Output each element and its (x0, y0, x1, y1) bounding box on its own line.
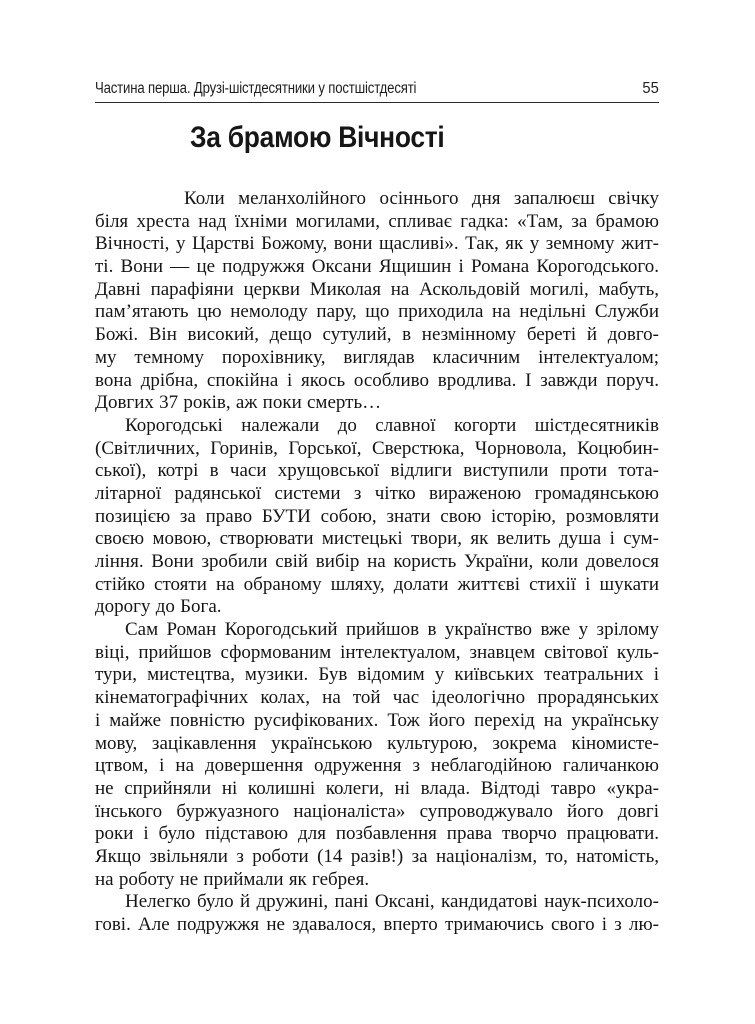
paragraph-2 (95, 415, 659, 619)
running-head (95, 80, 659, 103)
text-line: Довгих 37 років, аж поки смерть… (95, 392, 382, 414)
text-line: Нелегко було й дружині, пані Оксані, кандидатові наук-психоло- (125, 891, 659, 913)
text-line: біля хреста над їхніми могилами, спливає гадка: «Там, за брамою (95, 210, 659, 232)
text-line: Божі. Він високий, дещо сутулий, в незмінному береті й довго- (95, 324, 659, 346)
text-line: цтвом, і на довершення одруження з неблагодійною галичанкою (95, 755, 659, 777)
text-line: літарної радянської системи з чітко вираженою громадянською (95, 482, 659, 504)
text-line: му темному порохівнику, виглядав класичним інтелектуалом; (95, 346, 659, 368)
text-line: вона дрібна, спокійна і якось особливо вродлива. І завжди поруч. (95, 369, 659, 391)
chapter-title: За брамою Вічності (190, 121, 445, 154)
text-line: дорогу до Бога. (95, 596, 222, 618)
text-line: Давні парафіяни церкви Миколая на Аскольдовій могилі, мабуть, (95, 278, 659, 300)
text-line: позицією за право БУТИ собою, знати свою історію, розмовляти (95, 505, 659, 527)
text-line: не сприйняли ні колишні колеги, ні влада. Відтоді тавро «укра- (95, 777, 659, 799)
text-line: мову, зацікавлення українською культурою, зокрема кіномисте- (95, 732, 659, 754)
text-line: і майже повністю русифікованих. Тож його перехід на українську (95, 709, 659, 731)
text-line: віці, прийшов сформованим інтелектуалом, знавцем світової куль- (95, 641, 659, 663)
text-line: гові. Але подружжя не здавалося, вперто тримаючись свого і з лю- (95, 914, 659, 935)
text-line: ської), котрі в часи хрущовської відлиги виступили проти тота- (95, 460, 659, 482)
text-line: ті. Вони — це подружжя Оксани Ящишин і Романа Корогодського. (95, 256, 659, 278)
text-line: на роботу не приймали як гебрея. (95, 868, 370, 890)
text-line: кінематографічних колах, на той час ідеологічно прорадянських (95, 687, 659, 709)
page-number: 55 (642, 80, 659, 97)
page-content (95, 80, 659, 937)
text-line: (Світличних, Горинів, Горської, Сверстюка, Чорновола, Коцюбин- (95, 437, 659, 459)
text-line: їнського буржуазного націоналіста» супроводжувало його довгі (95, 800, 659, 822)
text-line: Вічності, у Царстві Божому, вони щасливі». Так, як у земному жит- (95, 233, 659, 255)
paragraph-4 (95, 891, 659, 936)
text-line: стійко стояти на обраному шляху, долати життєві стихії і шукати (95, 573, 659, 595)
running-head-title: Частина перша. Друзі-шістдесятники у постшістдесяті (95, 80, 417, 97)
text-line: Якщо звільняли з роботи (14 разів!) за націоналізм, то, натомість, (95, 845, 659, 867)
text-line: ління. Вони зробили свій вибір на користь України, коли довелося (95, 551, 659, 572)
text-line: роки і було підставою для позбавлення права творчо працювати. (95, 823, 659, 845)
text-line: пам’ятають цю немолоду пару, що приходила на недільні Служби (95, 301, 659, 323)
text-line: Сам Роман Корогодський прийшов в українство вже у зрілому (125, 619, 659, 641)
paragraph-1 (95, 188, 659, 415)
body-text (95, 188, 659, 937)
paragraph-3 (95, 619, 659, 891)
text-line: своєю мовою, створювати мистецькі твори, як велить душа і сум- (95, 528, 659, 550)
text-line: Корогодські належали до славної когорти шістдесятників (125, 414, 659, 436)
text-line: Коли меланхолійного осіннього дня запалюєш свічку (184, 188, 659, 209)
text-line: тури, мистецтва, музики. Був відомим у київських театральних і (95, 664, 659, 686)
